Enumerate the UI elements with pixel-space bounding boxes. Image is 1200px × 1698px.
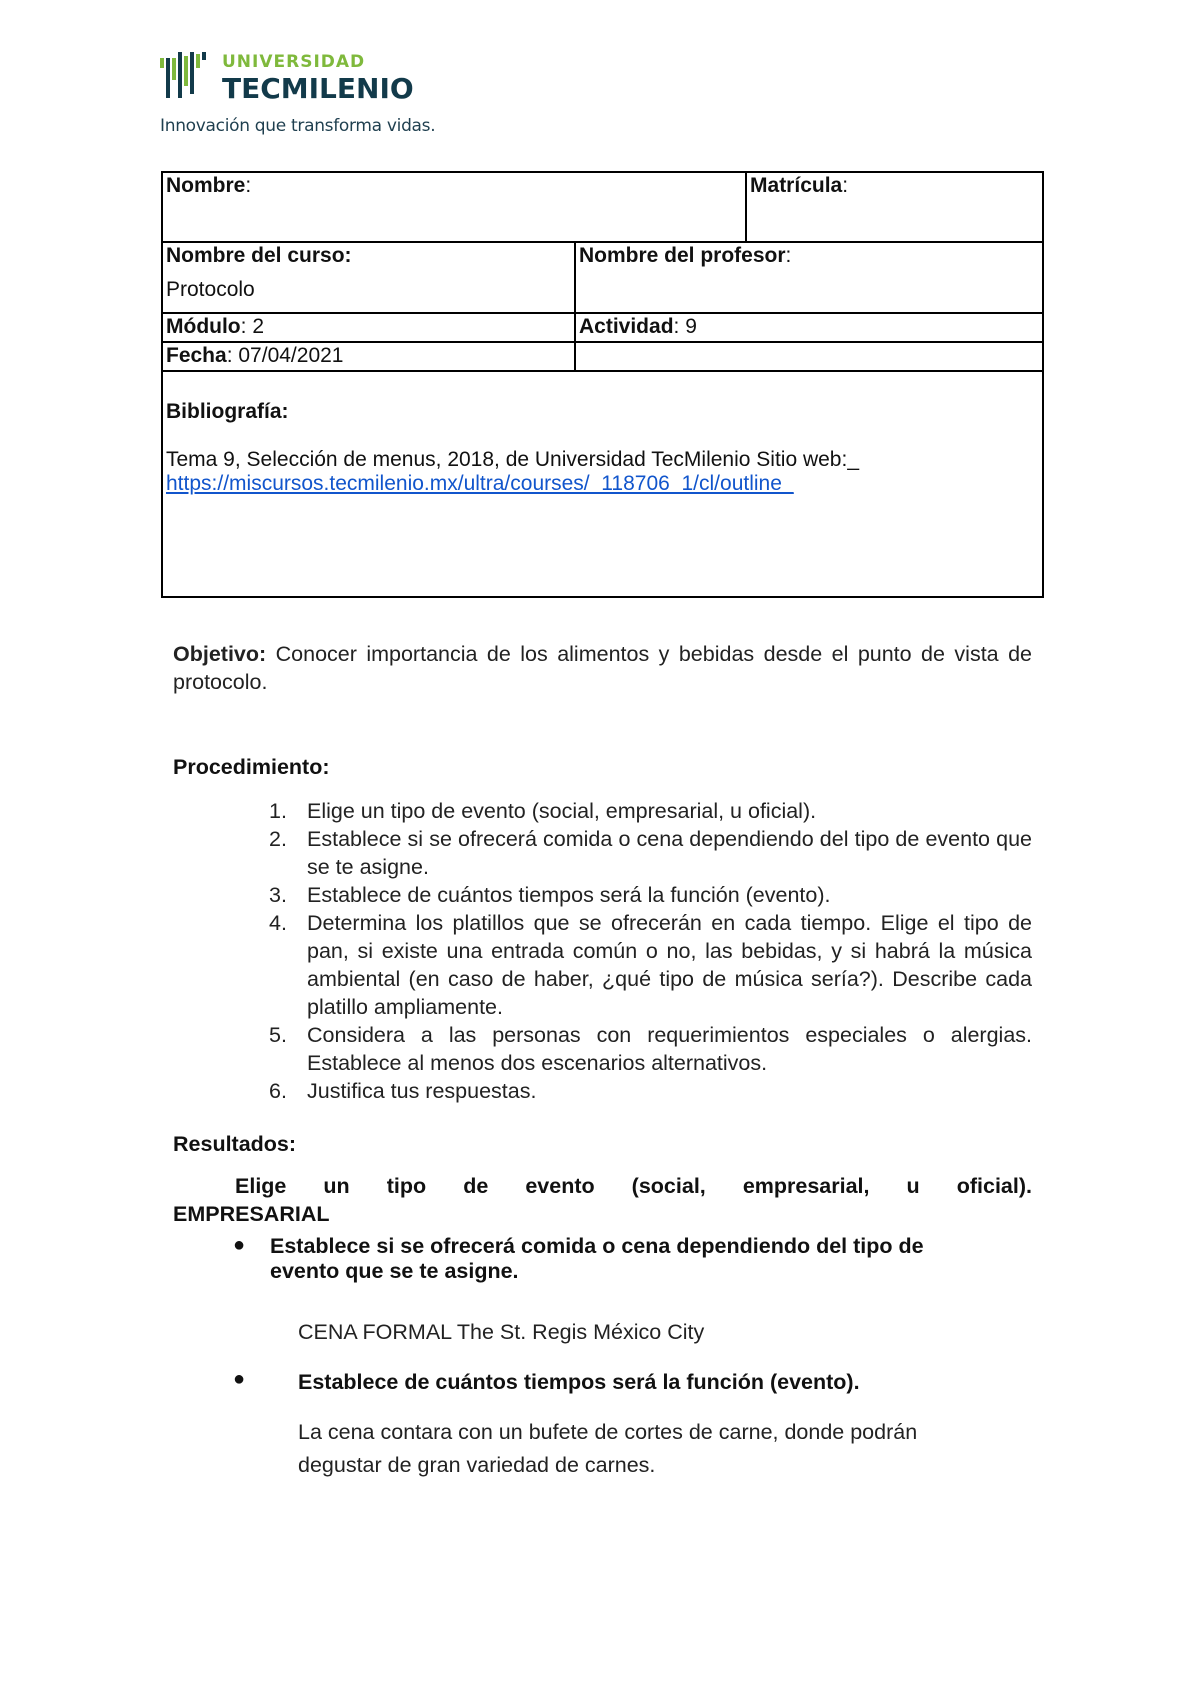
matricula-label: Matrícula <box>750 174 843 197</box>
fecha-cell: Fecha: 07/04/2021 <box>162 342 575 371</box>
list-item: 5. Considera a las personas con requerimientos especiales o alergias. Establece al menos dos escenarios alternativos. <box>269 1023 1032 1075</box>
logo-university-text: UNIVERSIDAD <box>222 52 366 72</box>
curso-label: Nombre del curso: <box>166 244 352 267</box>
empty-cell <box>575 342 1043 371</box>
logo-tagline: Innovación que transforma vidas. <box>160 116 436 136</box>
bullet-icon: ● <box>233 1368 246 1390</box>
objetivo-label: Objetivo: <box>173 642 267 666</box>
profesor-label: Nombre del profesor <box>579 244 786 267</box>
procedimiento-list <box>173 797 1032 1105</box>
procedimiento-list-container <box>173 797 1032 1105</box>
actividad-cell: Actividad: 9 <box>575 313 1043 342</box>
fecha-label: Fecha <box>166 344 227 367</box>
list-item: 6. Justifica tus respuestas. <box>269 1079 537 1103</box>
bibliografia-link[interactable]: https://miscursos.tecmilenio.mx/ultra/courses/_118706_1/cl/outline_ <box>166 472 794 495</box>
resultados-answer-2: La cena contara con un bufete de cortes de carne, donde podrán degustar de gran variedad de carnes. <box>298 1420 918 1477</box>
resultados-label: Resultados: <box>173 1132 297 1156</box>
bibliografia-text: Tema 9, Selección de menus, 2018, de Universidad TecMilenio Sitio web:_ <box>166 448 859 471</box>
curso-value: Protocolo <box>166 278 255 301</box>
list-item: 4. Determina los platillos que se ofrecerán en cada tiempo. Elige el tipo de pan, si existe una entrada común o no, las bebidas, y si habrá la música ambiental (en caso de haber, ¿qué tipo de música sería?). Describe cada platillo ampliamente. <box>269 911 1032 1019</box>
resultados-question-2: Establece de cuántos tiempos será la función (evento). <box>298 1370 860 1394</box>
modulo-value: 2 <box>252 315 264 338</box>
objetivo-paragraph <box>173 640 1032 696</box>
student-info-table <box>161 171 1044 598</box>
university-logo <box>160 50 460 145</box>
modulo-label: Módulo <box>166 315 241 338</box>
resultados-question-1: Establece si se ofrecerá comida o cena dependiendo del tipo de evento que se te asigne. <box>270 1234 924 1283</box>
procedimiento-label: Procedimiento: <box>173 755 330 779</box>
nombre-label: Nombre <box>166 174 246 197</box>
profesor-cell: Nombre del profesor: <box>575 242 1043 313</box>
list-item: 1. Elige un tipo de evento (social, empresarial, u oficial). <box>269 799 817 823</box>
modulo-cell: Módulo: 2 <box>162 313 575 342</box>
list-item: 3. Establece de cuántos tiempos será la función (evento). <box>269 883 831 907</box>
tecmilenio-logo-icon <box>160 52 212 102</box>
matricula-cell: Matrícula: <box>746 172 1043 242</box>
bibliografia-label: Bibliografía: <box>166 400 289 423</box>
bibliografia-cell <box>162 371 1043 597</box>
logo-tecmilenio-text: TECMILENIO <box>222 72 414 105</box>
fecha-value: 07/04/2021 <box>238 344 344 367</box>
actividad-value: 9 <box>685 315 697 338</box>
bullet-icon: ● <box>233 1234 246 1256</box>
curso-cell <box>162 242 575 313</box>
resultados-intro: Elige un tipo de evento (social, empresarial, u oficial). EMPRESARIAL <box>173 1174 1032 1226</box>
actividad-label: Actividad <box>579 315 674 338</box>
objetivo-text: Conocer importancia de los alimentos y bebidas desde el punto de vista de protocolo. <box>173 642 1032 694</box>
nombre-cell: Nombre: <box>162 172 746 242</box>
resultados-answer-1: CENA FORMAL The St. Regis México City <box>298 1320 705 1344</box>
list-item: 2. Establece si se ofrecerá comida o cena dependiendo del tipo de evento que se te asigne. <box>269 827 1032 879</box>
